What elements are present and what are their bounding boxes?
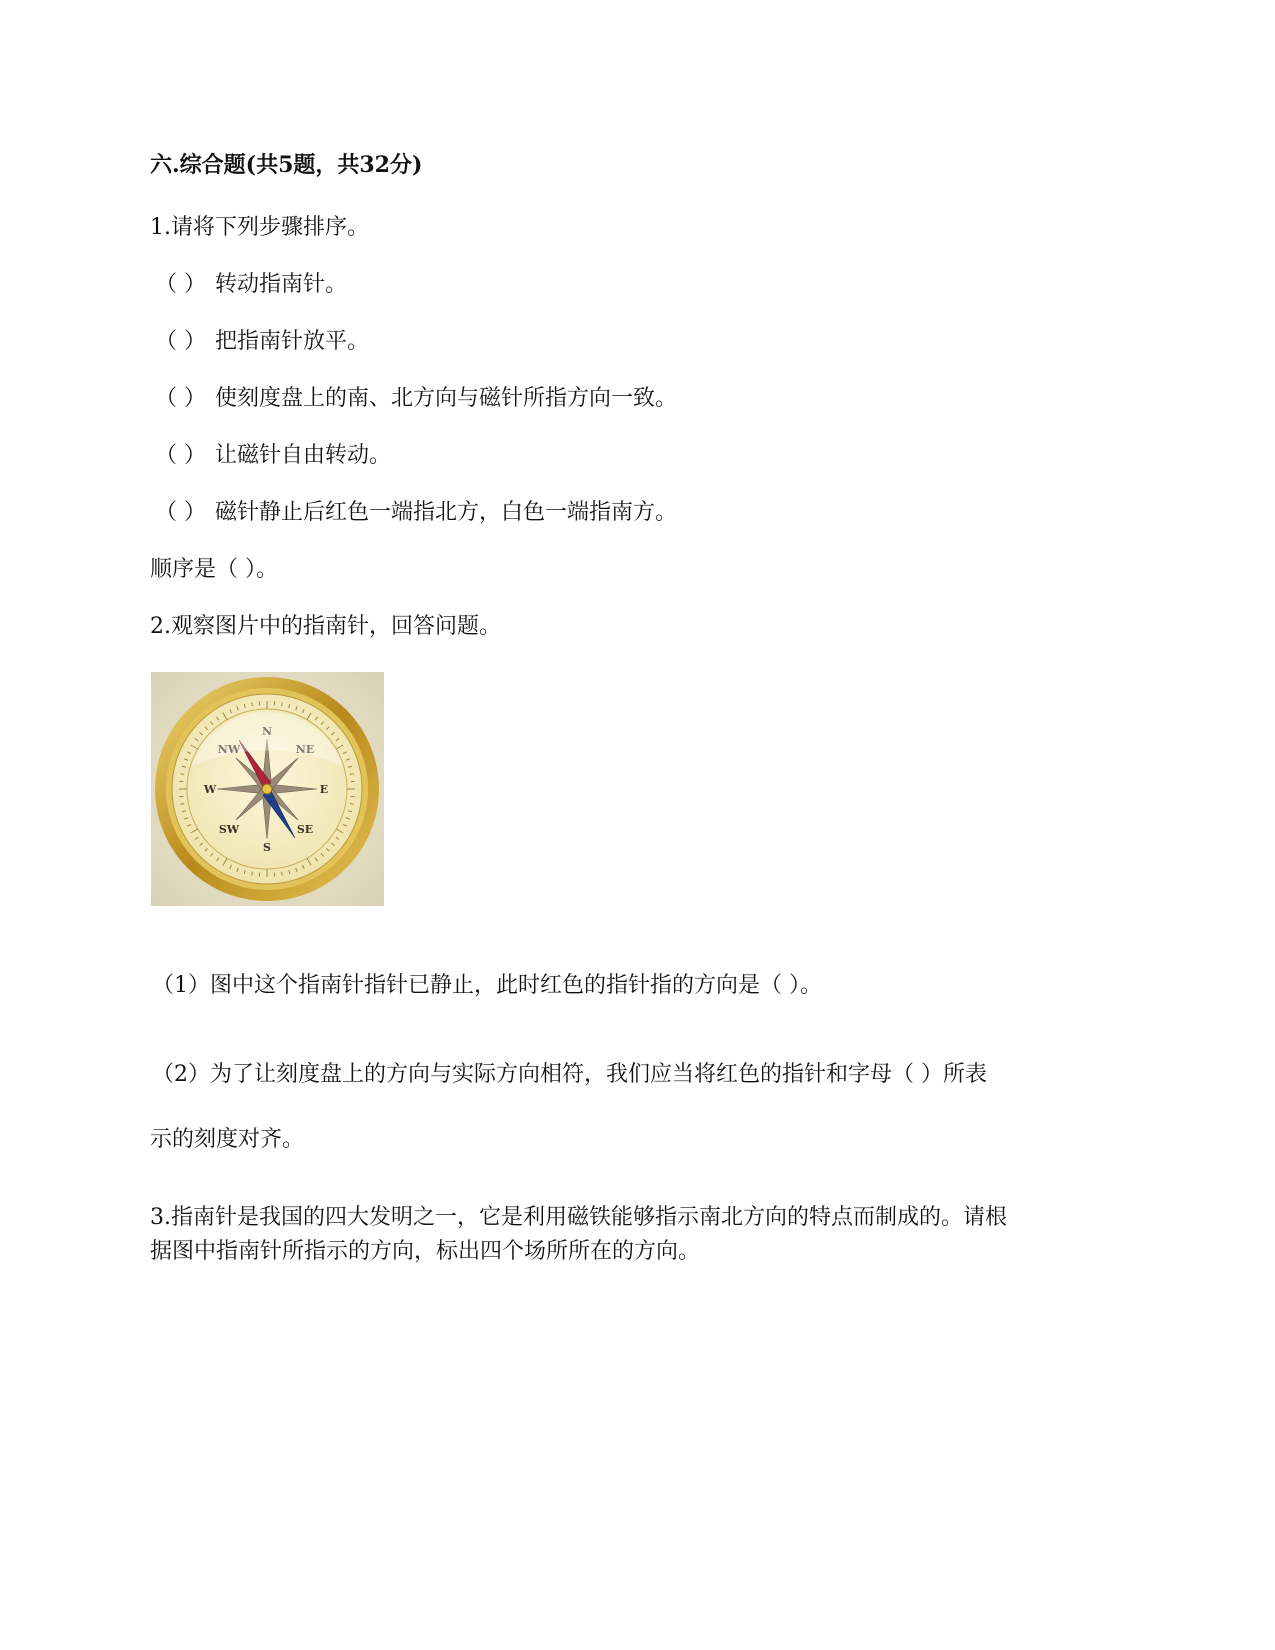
option-text: 让磁针自由转动。 (215, 443, 392, 468)
answer-blank: （ ） (155, 500, 206, 525)
answer-blank: （ ） (155, 272, 206, 297)
label-s: S (263, 841, 271, 854)
question-1-option (155, 270, 347, 300)
question-1-option (155, 327, 369, 357)
answer-blank: （ ） (155, 386, 206, 411)
question-3-line-2: 据图中指南针所指示的方向，标出四个场所所在的方向。 (150, 1239, 701, 1264)
question-1-option (155, 384, 677, 414)
question-2-stem: 2.观察图片中的指南针，回答问题。 (150, 614, 501, 639)
label-n: N (261, 725, 273, 738)
compass-image (151, 672, 384, 906)
question-2-sub-2-line-1: （2）为了让刻度盘上的方向与实际方向相符，我们应当将红色的指针和字母（ ）所表 (152, 1062, 987, 1087)
label-sw: SW (218, 823, 240, 836)
label-se: SE (296, 823, 314, 836)
label-ne: NE (295, 743, 315, 756)
option-text: 转动指南针。 (215, 272, 348, 297)
question-1-stem: 1.请将下列步骤排序。 (150, 215, 369, 240)
answer-blank: （ ） (155, 443, 206, 468)
label-nw: NW (217, 743, 241, 756)
label-e: E (319, 783, 329, 796)
question-2-sub-2-line-2: 示的刻度对齐。 (150, 1127, 305, 1152)
question-1-option (155, 441, 391, 471)
answer-blank: （ ） (155, 329, 206, 354)
label-w: W (203, 783, 217, 796)
question-3-line-1: 3.指南针是我国的四大发明之一，它是利用磁铁能够指示南北方向的特点而制成的。请根 (150, 1205, 1007, 1230)
option-text: 磁针静止后红色一端指北方，白色一端指南方。 (215, 500, 678, 525)
option-text: 使刻度盘上的南、北方向与磁针所指方向一致。 (215, 386, 678, 411)
option-text: 把指南针放平。 (215, 329, 370, 354)
question-1-answer-line: 顺序是（ ）。 (150, 557, 278, 582)
question-2-sub-1: （1）图中这个指南针指针已静止，此时红色的指针指的方向是（ ）。 (152, 973, 822, 998)
question-1-option (155, 498, 677, 528)
section-title: 六.综合题(共5题，共32分) (150, 152, 423, 178)
